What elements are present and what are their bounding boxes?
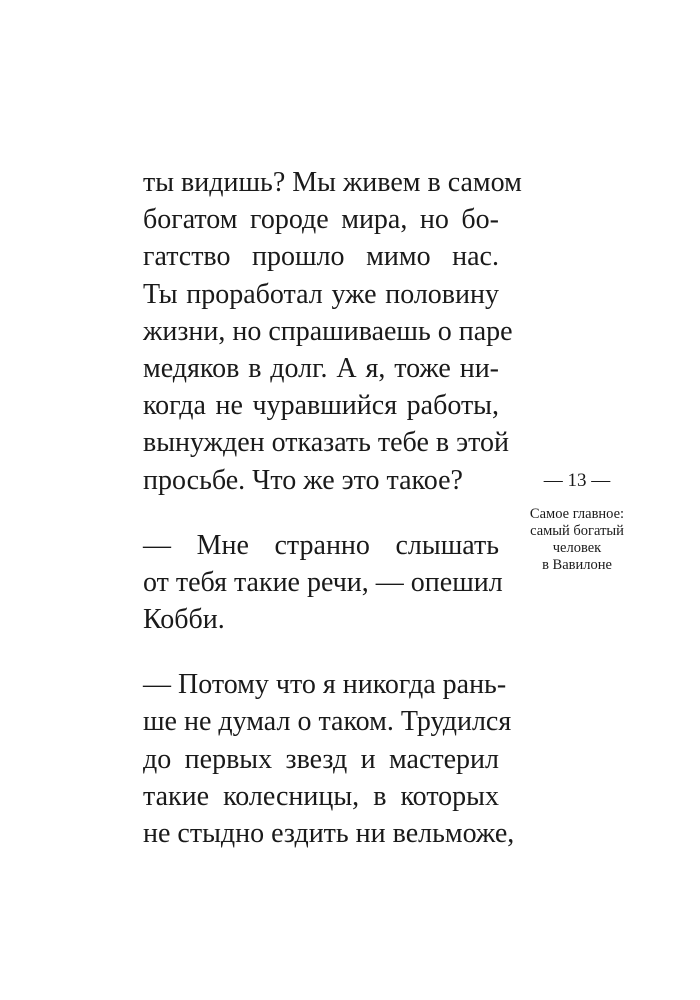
chapter-title <box>500 506 654 574</box>
text-line: — Мне странно слышать <box>143 529 499 561</box>
text-line: богатом городе мира, но бо- <box>143 204 499 236</box>
page-margin-info <box>500 470 654 574</box>
chapter-title-line: самый богатый <box>530 523 624 539</box>
text-line: гатство прошло мимо нас. <box>143 241 499 273</box>
chapter-title-line: человек <box>552 540 602 556</box>
paragraph-3 <box>143 666 515 852</box>
text-line: от тебя такие речи, — опешил <box>143 566 503 598</box>
text-line: медяков в долг. А я, тоже ни- <box>143 352 499 384</box>
text-line: — Потому что я никогда рань- <box>143 669 507 701</box>
text-line: до первых звезд и мастерил <box>143 743 499 775</box>
text-line: ты видишь? Мы живем в самом <box>143 167 522 198</box>
paragraph-1 <box>143 164 522 499</box>
text-line: жизни, но спрашиваешь о паре <box>143 315 513 347</box>
page-body-text <box>143 164 522 880</box>
page-number: — 13 — <box>543 470 611 491</box>
text-line: не стыдно ездить ни вельможе, <box>143 818 515 849</box>
text-line: ше не думал о таком. Трудился <box>143 706 512 738</box>
text-line: такие колесницы, в которых <box>143 780 499 812</box>
text-line: когда не чуравшийся работы, <box>143 390 499 422</box>
chapter-title-line: Самое главное: <box>529 506 625 522</box>
chapter-title-line: в Вавилоне <box>542 557 612 573</box>
paragraph-2 <box>143 527 503 639</box>
text-line: просьбе. Что же это такое? <box>143 464 463 496</box>
text-line: Ты проработал уже половину <box>143 278 499 310</box>
text-line: Кобби. <box>143 604 225 636</box>
text-line: вынужден отказать тебе в этой <box>143 427 509 459</box>
